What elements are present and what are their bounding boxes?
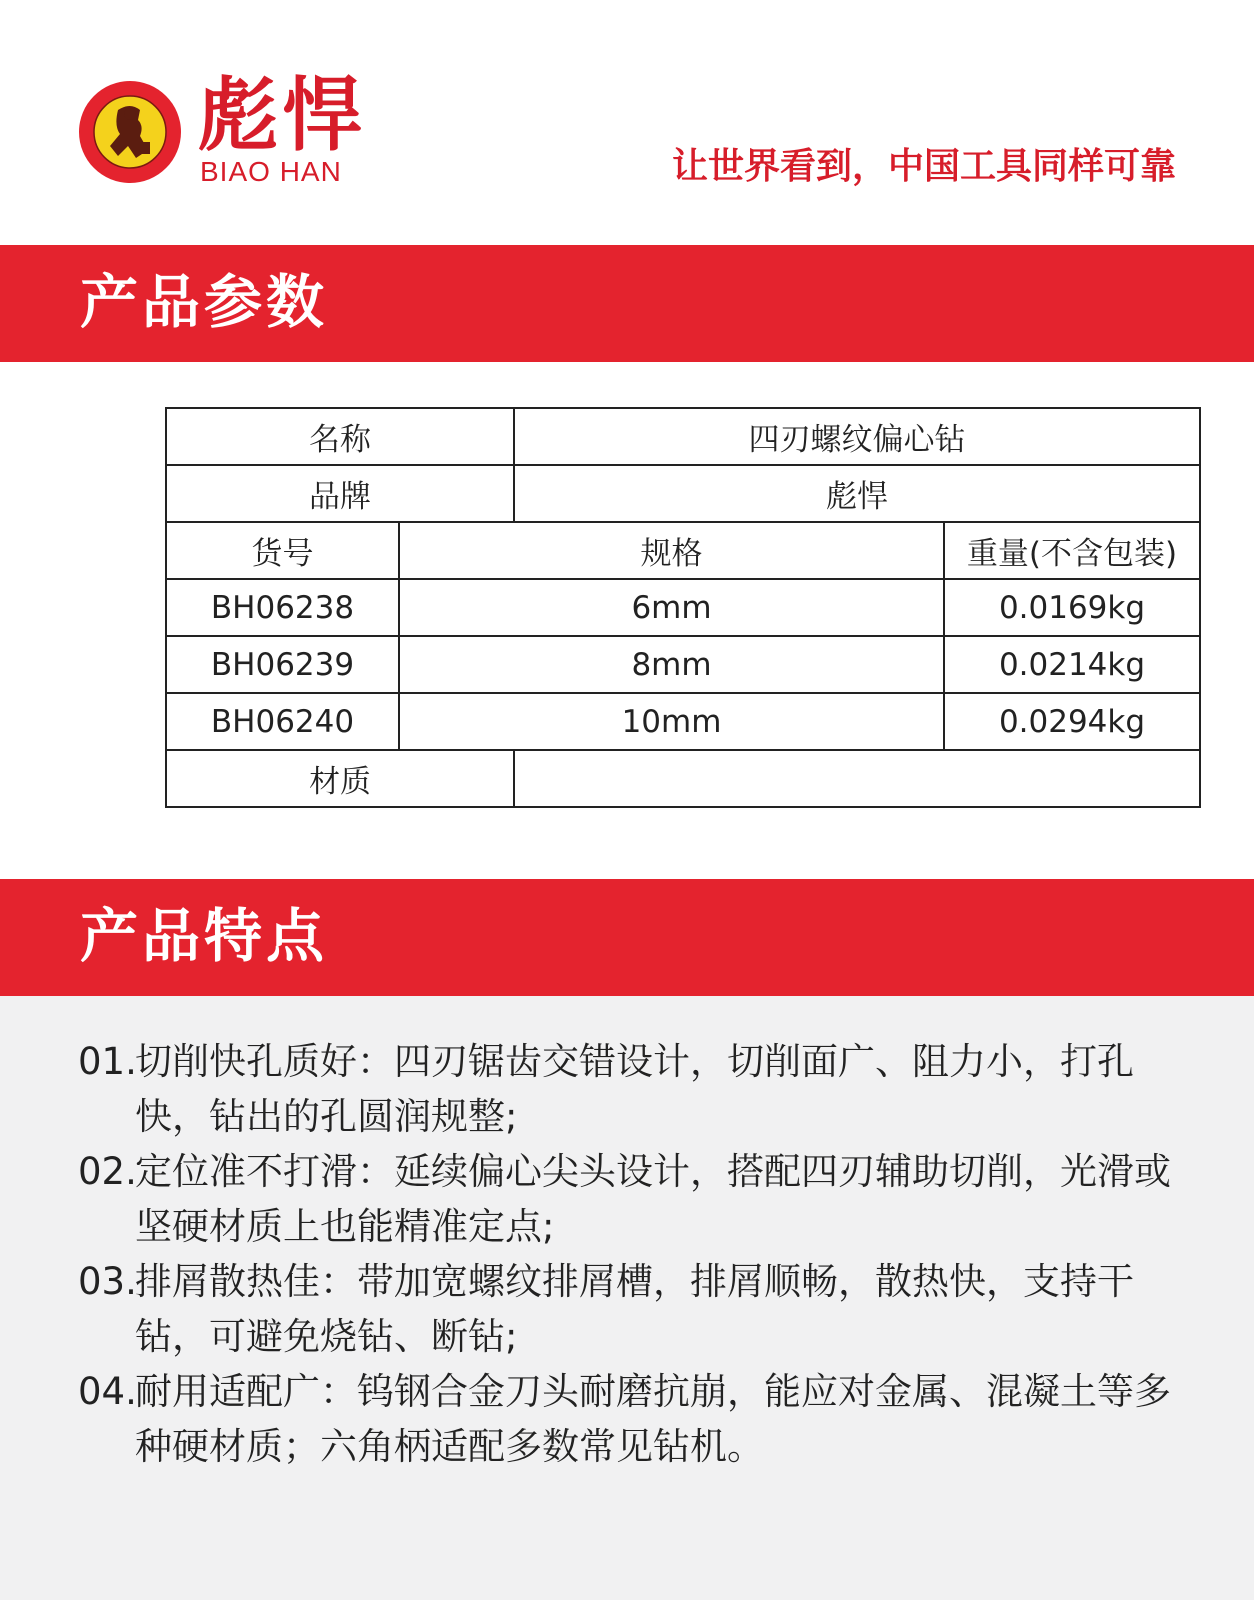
feature-text: 排屑散热佳：带加宽螺纹排屑槽，排屑顺畅，散热快，支持干钻，可避免烧钻、断钻; (135, 1260, 1134, 1358)
features-title: 产品特点 (80, 902, 329, 970)
table-row (166, 579, 1200, 636)
feature-item (78, 1364, 1188, 1474)
table-row (166, 693, 1200, 750)
code-cell: BH06240 (166, 693, 399, 750)
brand-value-cell: 彪悍 (514, 465, 1200, 522)
brand-label-cell: 品牌 (166, 465, 514, 522)
table-row (166, 465, 1200, 522)
name-value-cell: 四刃螺纹偏心钻 (514, 408, 1200, 465)
material-label-cell: 材质 (166, 750, 514, 807)
weight-cell: 0.0169kg (944, 579, 1200, 636)
spec-table (165, 407, 1201, 808)
feature-text: 定位准不打滑：延续偏心尖头设计，搭配四刃辅助切削，光滑或坚硬材质上也能精准定点; (135, 1150, 1171, 1248)
code-cell: BH06238 (166, 579, 399, 636)
feature-number: 04. (78, 1370, 137, 1413)
table-row (166, 408, 1200, 465)
brand-name-en: BIAO HAN (200, 156, 342, 187)
brand-emblem-icon (78, 80, 182, 184)
features-panel (0, 996, 1254, 1600)
size-cell: 10mm (399, 693, 944, 750)
header-weight-cell: 重量(不含包装) (944, 522, 1200, 579)
code-cell: BH06239 (166, 636, 399, 693)
feature-item (78, 1254, 1188, 1364)
page-header (0, 0, 1254, 245)
feature-list (78, 1034, 1188, 1474)
material-value-cell (514, 750, 1200, 807)
features-banner (0, 879, 1254, 996)
size-cell: 8mm (399, 636, 944, 693)
params-title: 产品参数 (80, 268, 329, 336)
params-banner (0, 245, 1254, 362)
feature-text: 耐用适配广：钨钢合金刀头耐磨抗崩，能应对金属、混凝土等多种硬材质；六角柄适配多数常见钻机。 (135, 1370, 1171, 1468)
brand-name-cn: 彪悍 (198, 68, 366, 162)
brand-slogan: 让世界看到，中国工具同样可靠 (671, 146, 1176, 187)
table-row (166, 636, 1200, 693)
table-header-row (166, 522, 1200, 579)
feature-number: 01. (78, 1040, 137, 1083)
weight-cell: 0.0214kg (944, 636, 1200, 693)
feature-number: 02. (78, 1150, 137, 1193)
weight-cell: 0.0294kg (944, 693, 1200, 750)
size-cell: 6mm (399, 579, 944, 636)
feature-number: 03. (78, 1260, 137, 1303)
header-size-cell: 规格 (399, 522, 944, 579)
feature-item (78, 1034, 1188, 1144)
header-code-cell: 货号 (166, 522, 399, 579)
feature-item (78, 1144, 1188, 1254)
feature-text: 切削快孔质好：四刃锯齿交错设计，切削面广、阻力小，打孔快，钻出的孔圆润规整; (135, 1040, 1134, 1138)
name-label-cell: 名称 (166, 408, 514, 465)
table-row (166, 750, 1200, 807)
